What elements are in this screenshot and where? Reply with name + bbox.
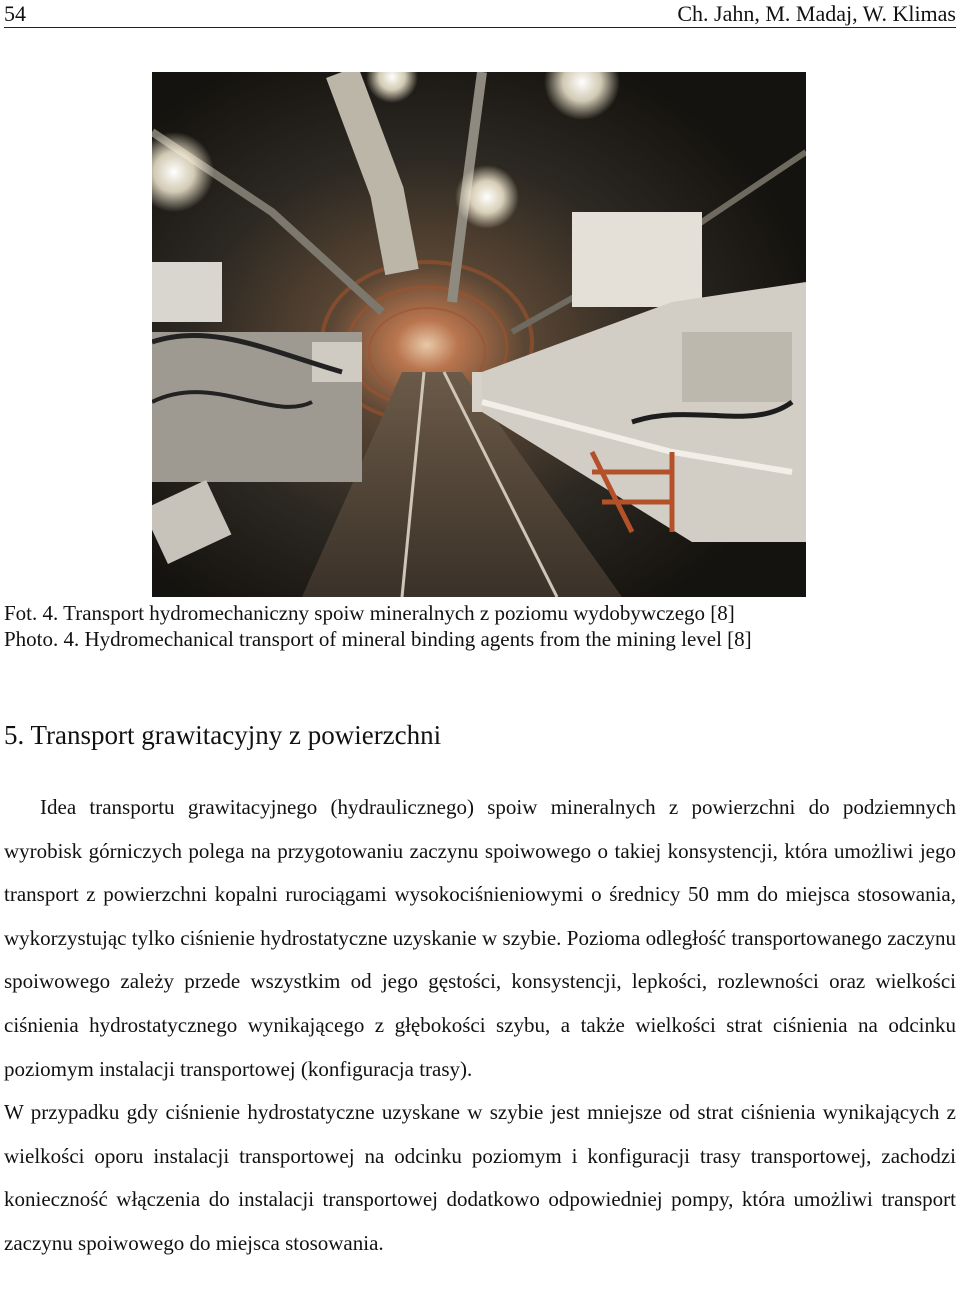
photo-illustration	[152, 72, 806, 597]
mining-tunnel-photo	[152, 72, 806, 597]
page-number: 54	[4, 1, 26, 26]
body-text	[4, 786, 956, 1266]
figure-caption-english: Photo. 4. Hydromechanical transport of mineral binding agents from the mining level [8]	[4, 627, 752, 651]
running-head-authors: Ch. Jahn, M. Madaj, W. Klimas	[677, 1, 956, 26]
section-heading: 5. Transport grawitacyjny z powierzchni	[4, 720, 442, 750]
paragraph-2: W przypadku gdy ciśnienie hydrostatyczne uzyskane w szybie jest mniejsze od strat ciśnienia wynikających z wielkości oporu instalacji transportowej na odcinku poziomym i konfiguracji trasy transportowej, zachodzi konieczność włączenia do instalacji transportowej dodatkowo odpowiedniej pompy, która umożliwi transport zaczynu spoiwowego do miejsca stosowania.	[4, 1100, 956, 1255]
page-header	[4, 0, 956, 28]
paragraph-1: Idea transportu grawitacyjnego (hydraulicznego) spoiw mineralnych z powierzchni do podziemnych wyrobisk górniczych polega na przygotowaniu zaczynu spoiwowego o takiej konsystencji, która umożliwi jego transport z powierzchni kopalni rurociągami wysokociśnieniowymi o średnicy 50 mm do miejsca stosowania, wykorzystując tylko ciśnienie hydrostatyczne uzyskanie w szybie. Pozioma odległość transportowanego zaczynu spoiwowego zależy przede wszystkim od jego gęstości, konsystencji, lepkości, rozlewności oraz wielkości ciśnienia hydrostatycznego wynikającego z głębokości szybu, a także wielkości strat ciśnienia na odcinku poziomym instalacji transportowej (konfiguracja trasy).	[4, 795, 956, 1081]
figure-caption-polish: Fot. 4. Transport hydromechaniczny spoiw mineralnych z poziomu wydobywczego [8]	[4, 601, 735, 625]
